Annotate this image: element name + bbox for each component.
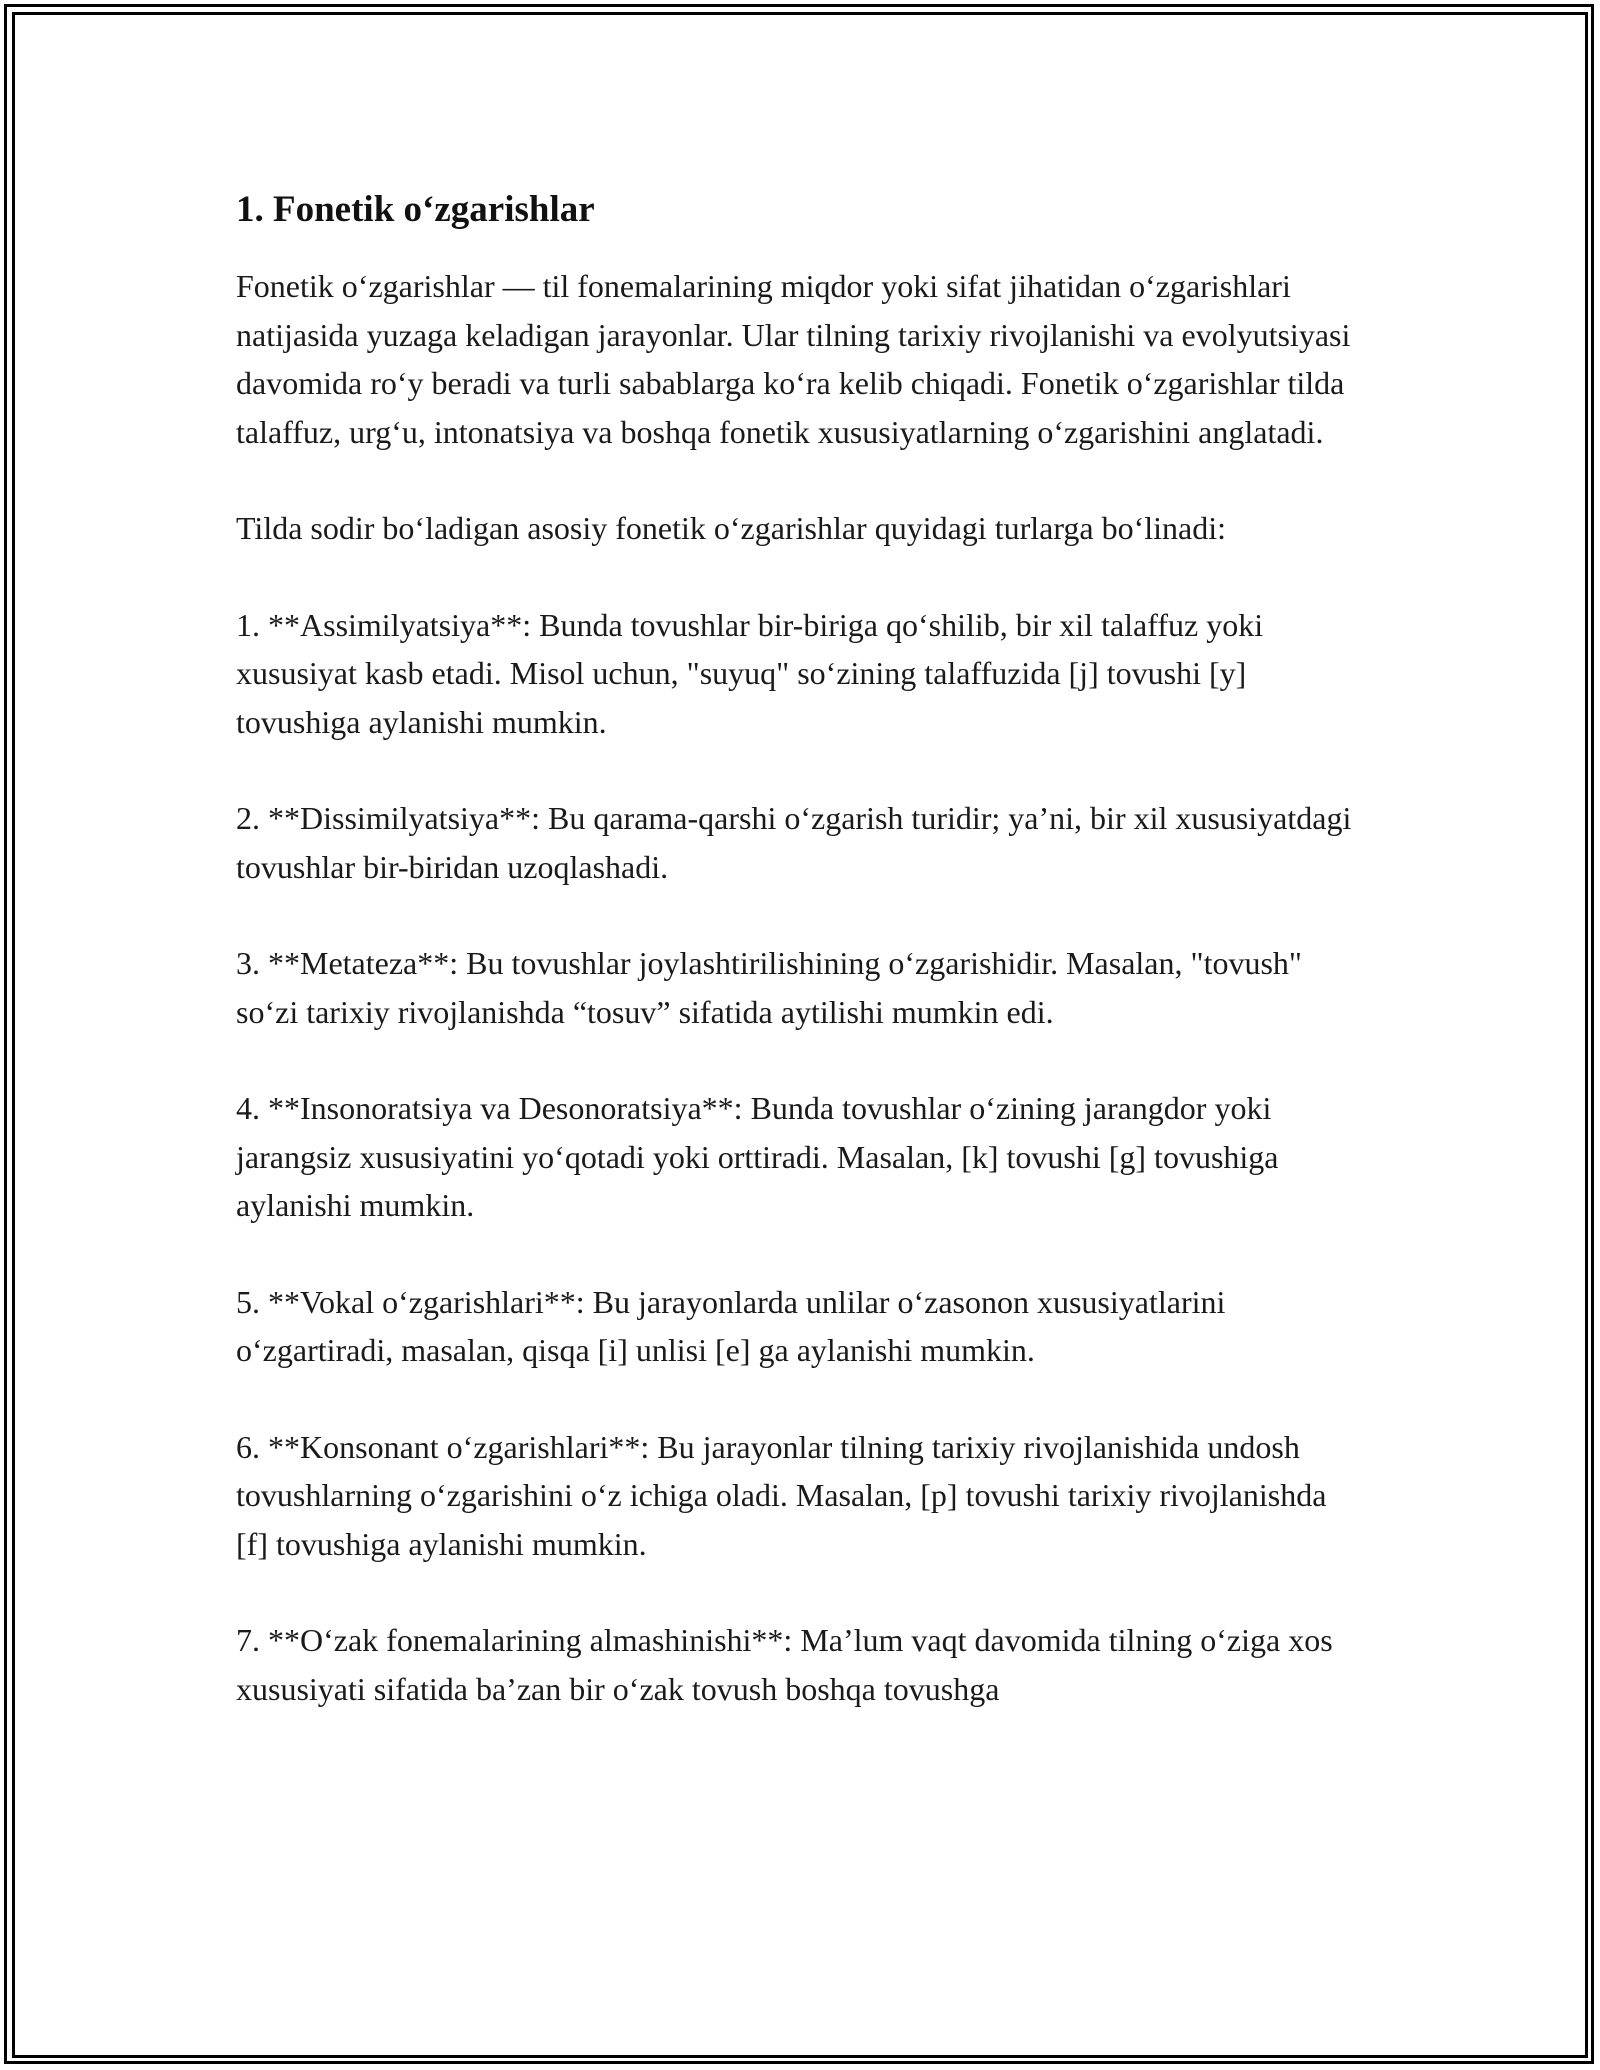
- list-item-ozak: 7. **O‘zak fonemalarining almashinishi**: Ma’lum vaqt davomida tilning o‘ziga xos xususiyati sifatida ba’zan bir o‘zak tovush boshqa tovushga: [236, 1622, 1333, 1707]
- list-item-konsonant: 6. **Konsonant o‘zgarishlari**: Bu jarayonlar tilning tarixiy rivojlanishida undosh tovushlarning o‘zgarishini o‘z ichiga oladi. Masalan, [p] tovushi tarixiy rivojlanishda [f] tovushiga aylanishi mumkin.: [236, 1428, 1327, 1562]
- list-item-dissimilyatsiya: 2. **Dissimilyatsiya**: Bu qarama-qarshi o‘zgarish turidir; ya’ni, bir xil xususiyatdagi tovushlar bir-biridan uzoqlashadi.: [236, 800, 1352, 885]
- types-intro-paragraph: Tilda sodir bo‘ladigan asosiy fonetik o‘zgarishlar quyidagi turlarga bo‘linadi:: [236, 510, 1227, 546]
- list-item-vokal: 5. **Vokal o‘zgarishlari**: Bu jarayonlarda unlilar o‘zasonon xususiyatlarini o‘zgartiradi, masalan, qisqa [i] unlisi [e] ga aylanishi mumkin.: [236, 1283, 1226, 1368]
- list-item-assimilyatsiya: 1. **Assimilyatsiya**: Bunda tovushlar bir-biriga qo‘shilib, bir xil talaffuz yoki xususiyat kasb etadi. Misol uchun, "suyuq" so‘zining talaffuzida [j] tovushi [y] tovushiga aylanishi mumkin.: [236, 606, 1264, 740]
- section-heading: 1. Fonetik o‘zgarishlar: [236, 189, 595, 230]
- list-item-metateza: 3. **Metateza**: Bu tovushlar joylashtirilishining o‘zgarishidir. Masalan, "tovush" so‘zi tarixiy rivojlanishda “tosuv” sifatida aytilishi mumkin edi.: [236, 945, 1302, 1030]
- document-body: [236, 186, 1356, 1761]
- list-item-insonoratsiya: 4. **Insonoratsiya va Desonoratsiya**: Bunda tovushlar o‘zining jarangdor yoki jarangsiz xususiyatini yo‘qotadi yoki orttiradi. Masalan, [k] tovushi [g] tovushiga aylanishi mumkin.: [236, 1090, 1279, 1223]
- intro-paragraph: Fonetik o‘zgarishlar — til fonemalarining miqdor yoki sifat jihatidan o‘zgarishlari natijasida yuzaga keladigan jarayonlar. Ular tilning tarixiy rivojlanishi va evolyutsiyasi davomida ro‘y beradi va turli sabablarga ko‘ra kelib chiqadi. Fonetik o‘zgarishlar tilda talaffuz, urg‘u, intonatsiya va boshqa fonetik xususiyatlarning o‘zgarishini anglatadi.: [236, 268, 1351, 450]
